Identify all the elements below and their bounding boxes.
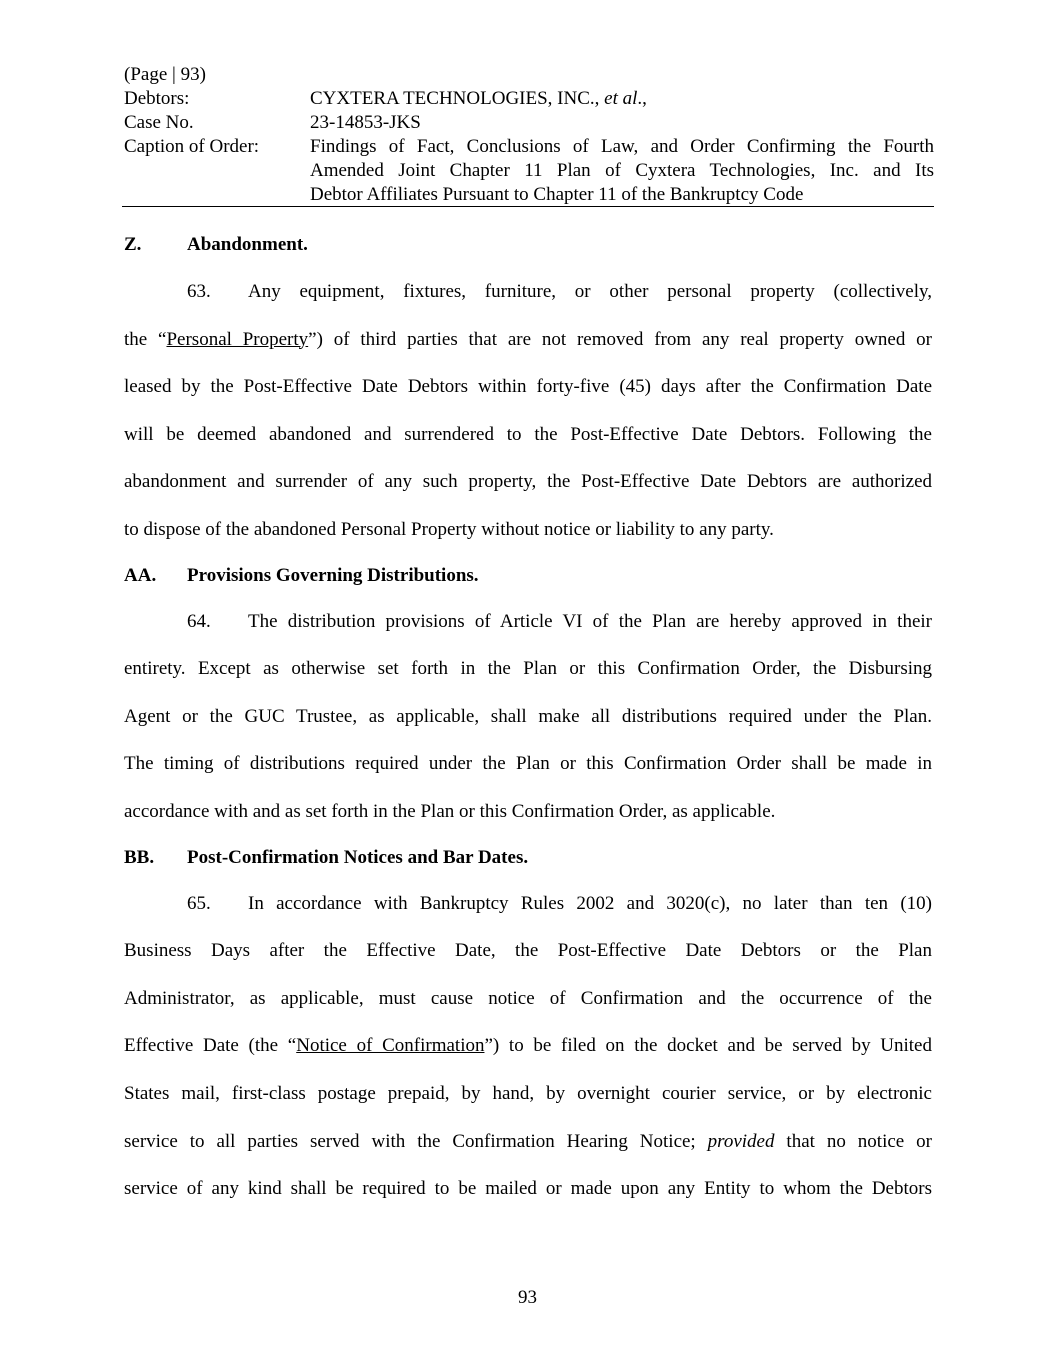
text-line: Effective Date (the “Notice of Confirmation”) to be filed on the docket and be served by United [124,1035,932,1057]
section-number: AA. [124,564,157,586]
debtors-name: CYXTERA TECHNOLOGIES, INC., [310,88,600,109]
section-heading-aa [124,561,932,591]
text-line: 63. Any equipment, fixtures, furniture, or other personal property (collectively, [124,268,932,316]
paragraph-64 [124,598,932,836]
text-line: to dispose of the abandoned Personal Property without notice or liability to any party. [124,518,774,540]
page-header [124,63,934,207]
text-line: Agent or the GUC Trustee, as applicable, shall make all distributions required under the Plan. [124,705,932,727]
paragraph-number: 65. [187,892,211,914]
text-line: accordance with and as set forth in the Plan or this Confirmation Order, as applicable. [124,800,776,822]
italic-term: provided [707,1130,775,1152]
debtors-label: Debtors: [124,88,190,109]
paragraph-number: 64. [187,610,211,632]
debtors-value [310,87,934,111]
text-line: service of any kind shall be required to be mailed or made upon any Entity to whom the Debtors [124,1178,932,1200]
section-title: Post-Confirmation Notices and Bar Dates. [187,846,529,868]
defined-term: Notice of Confirmation [296,1035,485,1057]
section-number: Z. [124,234,142,255]
page-number: 93 [518,1287,537,1308]
paragraph-63 [124,268,932,554]
text-line: service to all parties served with the Confirmation Hearing Notice; provided that no notice or [124,1130,932,1152]
text-line: entirety. Except as otherwise set forth in the Plan or this Confirmation Order, the Disbursing [124,658,932,680]
section-number: BB. [124,846,155,868]
text-line: Business Days after the Effective Date, the Post-Effective Date Debtors or the Plan [124,940,932,962]
debtors-et-al: et al [604,88,638,109]
case-label: Case No. [124,112,194,133]
defined-term: Personal Property [166,328,309,350]
header-divider [122,206,934,207]
section-title: Abandonment. [187,234,308,255]
text-line: 65. In accordance with Bankruptcy Rules 2002 and 3020(c), no later than ten (10) [124,880,932,928]
case-value: 23-14853-JKS [310,112,421,133]
text-line: The timing of distributions required under the Plan or this Confirmation Order shall be made in [124,753,932,775]
caption-line: Debtor Affiliates Pursuant to Chapter 11 of the Bankruptcy Code [310,184,804,205]
section-title: Provisions Governing Distributions. [187,564,479,586]
text-line: abandonment and surrender of any such property, the Post-Effective Date Debtors are authorized [124,471,932,493]
paragraph-65 [124,880,932,1213]
debtors-suffix: ., [637,88,647,109]
text-line: leased by the Post-Effective Date Debtors within forty-five (45) days after the Confirmation Date [124,376,932,398]
caption-label: Caption of Order: [124,136,260,157]
page-label: (Page | 93) [124,64,206,85]
paragraph-number: 63. [187,281,211,302]
text-line: the “Personal Property”) of third parties that are not removed from any real property owned or [124,328,932,350]
caption-line: Findings of Fact, Conclusions of Law, and Order Confirming the Fourth [310,136,934,157]
text-line: States mail, first-class postage prepaid, by hand, by overnight courier service, or by electronic [124,1082,932,1104]
caption-line: Amended Joint Chapter 11 Plan of Cyxtera Technologies, Inc. and Its [310,160,934,181]
text-line: 64. The distribution provisions of Article VI of the Plan are hereby approved in their [124,598,932,646]
document-body [124,226,932,1213]
text-line: will be deemed abandoned and surrendered to the Post-Effective Date Debtors. Following the [124,423,932,445]
section-heading-bb [124,843,932,873]
text-line: Administrator, as applicable, must cause notice of Confirmation and the occurrence of the [124,987,932,1009]
section-heading-z [124,230,932,260]
caption-value [310,135,934,207]
